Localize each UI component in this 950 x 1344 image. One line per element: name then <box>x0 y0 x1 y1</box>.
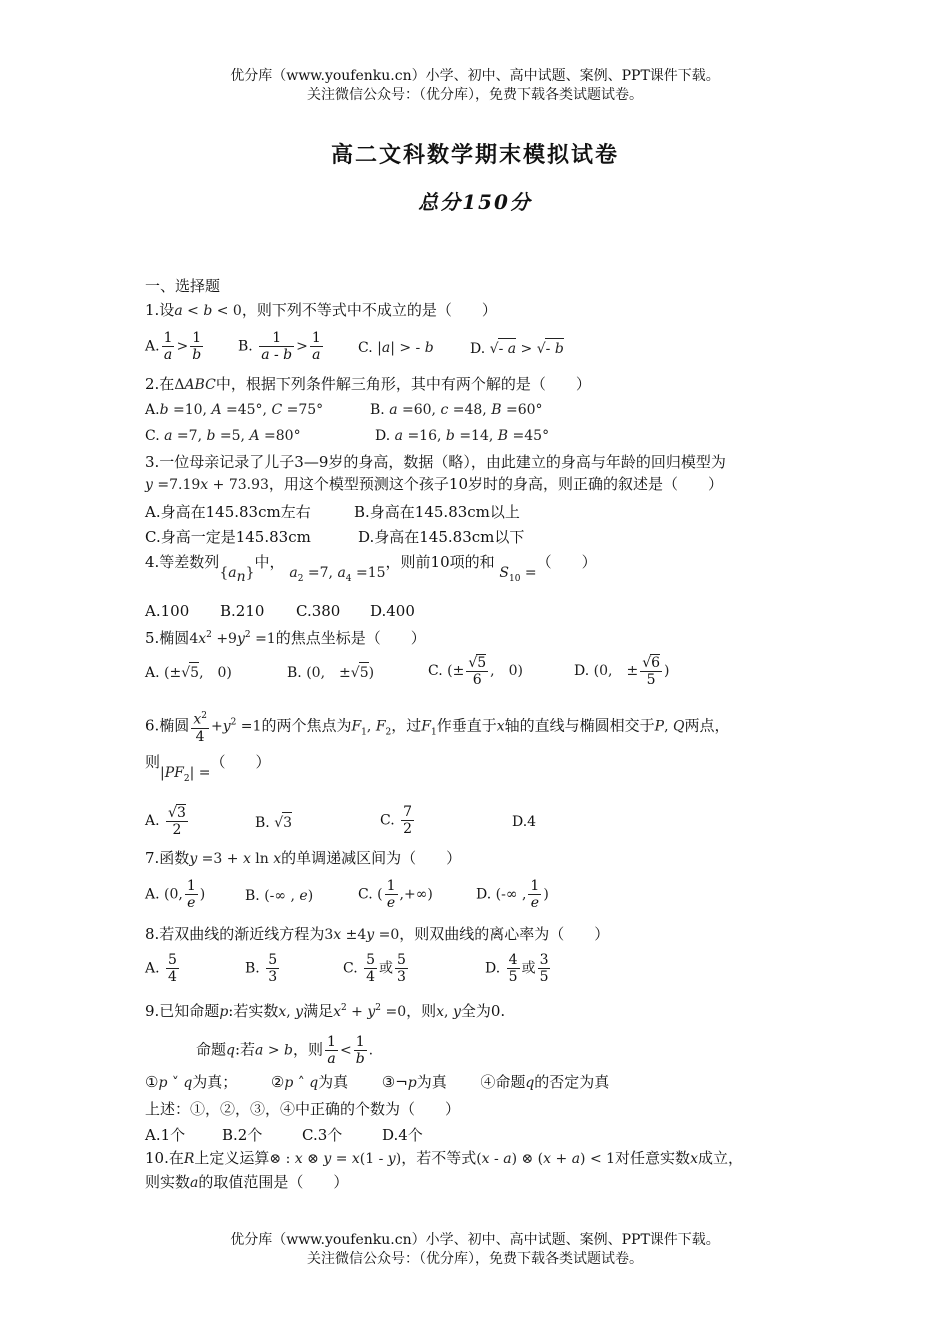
q2-option-c: C. a =7, b =5, A =80° <box>145 428 301 444</box>
q9-statements: ①p ˅ q为真； ②p ˄ q为真 ③¬p为真 ④命题q的否定为真 <box>145 1073 610 1091</box>
q3-option-d: D.身高在145.83cm以下 <box>358 528 525 546</box>
q2-option-d: D. a =16, b =14, B =45° <box>375 428 550 444</box>
q3-stem-line-2: y =7.19x + 73.93，用这个模型预测这个孩子10岁时的身高，则正确的叙述是（ ） <box>145 475 723 493</box>
q2-stem: 2.在ΔABC中，根据下列条件解三角形，其中有两个解的是（ ） <box>145 375 591 393</box>
q9-option-a: A.1个 <box>145 1126 186 1144</box>
q5-option-b: B. (0, ±√5) <box>287 662 374 683</box>
q10-stem-line-2: 则实数a的取值范围是（ ） <box>145 1173 349 1191</box>
q8-stem: 8.若双曲线的渐近线方程为3x ±4y =0，则双曲线的离心率为（ ） <box>145 925 610 943</box>
q9-stem-line-2: 命题q:若a > b，则 $\frac{1}{a}$ < $\frac{1}{b}$ . <box>196 1034 374 1067</box>
q10-stem-line-1: 10.在R上定义运算⊗ : x ⊗ y = x(1 - y)，若不等式(x - a) ⊗ (x + a) < 1对任意实数x成立， <box>145 1149 743 1167</box>
q4-stem: 4.等差数列$\{a_n\}$中， $a_2 =7$, $a_4 =15$，则前10项的和 $S_{10}$ =（ ） <box>145 553 597 585</box>
q6-option-d: D.4 <box>512 814 537 830</box>
q8-option-c: C. $\frac{5}{4}$ 或 $\frac{5}{3}$ <box>343 952 406 985</box>
q4-option-d: D.400 <box>370 602 415 620</box>
q1-option-c: C. |a| > - b <box>358 340 434 356</box>
q8-option-a: A. $\frac{5}{4}$ <box>145 952 177 985</box>
q2-option-b: B. a =60, c =48, B =60° <box>370 402 543 418</box>
q1-stem: 1.设a < b < 0，则下列不等式中不成立的是（ ） <box>145 301 497 319</box>
q1-option-a: A. $\frac{1}{a}$ > $\frac{1}{b}$ <box>145 330 202 363</box>
q9-stem-line-1: 9.已知命题p:若实数x, y满足$x^2 + y^2 =0$，则x, y全为0. <box>145 1002 506 1020</box>
q3-stem-line-1: 3.一位母亲记录了儿子3—9岁的身高，数据（略），由此建立的身高与年龄的回归模型为 <box>145 453 726 471</box>
q5-option-d: D. (0, ± $\frac{√6}{5}$ ) <box>574 655 670 688</box>
q9-stem-line-4: 上述：①，②，③，④中正确的个数为（ ） <box>145 1100 461 1118</box>
q3-option-c: C.身高一定是145.83cm <box>145 528 311 546</box>
q5-stem: 5.椭圆$4x^2 +9y^2 =1$的焦点坐标是（ ） <box>145 629 426 647</box>
q6-option-a: A. $\frac{√3}{2}$ <box>145 805 186 838</box>
q4-option-a: A.100 <box>145 602 190 620</box>
q9-option-d: D.4个 <box>382 1126 423 1144</box>
header-line-2: 关注微信公众号：（优分库），免费下载各类试题试卷。 <box>307 87 643 103</box>
q8-option-d: D. $\frac{4}{5}$ 或 $\frac{3}{5}$ <box>485 952 549 985</box>
footer-line-1: 优分库（www.youfenku.cn）小学、初中、高中试题、案例、PPT课件下载。 <box>230 1232 720 1248</box>
q1-option-b: B. $\frac{1}{a - b}$ > $\frac{1}{a}$ <box>238 330 321 363</box>
q4-option-c: C.380 <box>296 602 341 620</box>
q7-option-d: D. (-∞ , $\frac{1}{e}$ ) <box>476 878 549 911</box>
q7-option-a: A. (0, $\frac{1}{e}$ ) <box>145 878 206 911</box>
q6-stem-line-1: 6.椭圆 $\frac{x^2}{4}$ $+y^2 =1$的两个焦点为$F_1$, $F_2$，过$F_1$作垂直于x轴的直线与椭圆相交于P, Q两点， <box>145 708 730 745</box>
q7-option-c: C. ( $\frac{1}{e}$ ,+∞) <box>358 878 433 911</box>
q5-option-c: C. (± $\frac{√5}{6}$ , 0) <box>428 655 523 688</box>
footer-line-2: 关注微信公众号：（优分库），免费下载各类试题试卷。 <box>307 1251 643 1267</box>
q1-option-d: D. √- a > √- b <box>470 338 564 359</box>
section-heading: 一、选择题 <box>145 277 221 295</box>
page-subtitle: 总分150分 <box>418 190 532 214</box>
q8-option-b: B. $\frac{5}{3}$ <box>245 952 278 985</box>
q6-option-c: C. $\frac{7}{2}$ <box>380 804 413 837</box>
q6-option-b: B. √3 <box>255 812 292 833</box>
q4-option-b: B.210 <box>220 602 265 620</box>
q5-option-a: A. (±√5, 0) <box>145 662 232 683</box>
q3-option-b: B.身高在145.83cm以上 <box>354 503 520 521</box>
q7-option-b: B. (-∞ , e) <box>245 888 314 904</box>
header-line-1: 优分库（www.youfenku.cn）小学、初中、高中试题、案例、PPT课件下载。 <box>230 68 720 84</box>
q2-option-a: A.b =10, A =45°, C =75° <box>145 402 324 418</box>
q6-stem-line-2: 则$|PF_2|$ =（ ） <box>145 753 271 784</box>
q9-option-c: C.3个 <box>302 1126 343 1144</box>
page-title: 高二文科数学期末模拟试卷 <box>330 142 619 168</box>
q9-option-b: B.2个 <box>222 1126 263 1144</box>
q3-option-a: A.身高在145.83cm左右 <box>145 503 311 521</box>
q7-stem: 7.函数y =3 + x ln x的单调递减区间为（ ） <box>145 849 462 867</box>
